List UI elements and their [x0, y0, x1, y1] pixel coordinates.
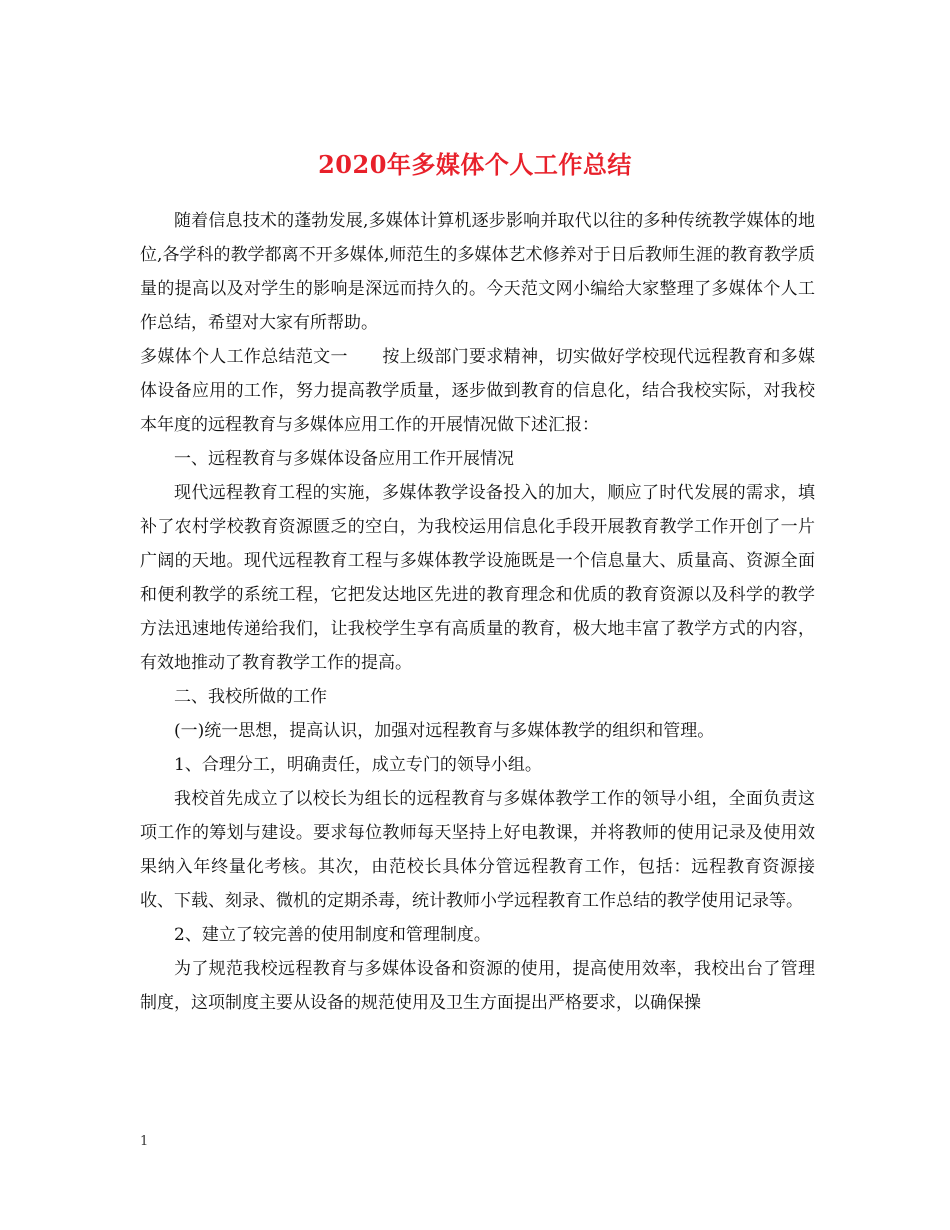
section-heading-2: 二、我校所做的工作: [174, 687, 327, 707]
paragraph-leadership: 我校首先成立了以校长为组长的远程教育与多媒体教学工作的领导小组，全面负责这项工作的筹划与建设。要求每位教师每天坚持上好电教课，并将教师的使用记录及使用效果纳入年终量化考核。其次，由范校长具体分管远程教育工作，包括：远程教育资源接收、下载、刻录、微机的定期杀毒，统计教师小学远程教育工作总结的教学使用记录等。: [140, 789, 815, 911]
document-body: [140, 204, 815, 1020]
subsection-heading-1: (一)统一思想，提高认识，加强对远程教育与多媒体教学的组织和管理。: [174, 721, 715, 741]
paragraph-sample-heading: 多媒体个人工作总结范文一 按上级部门要求精神，切实做好学校现代远程教育和多媒体设备应用的工作，努力提高教学质量，逐步做到教育的信息化，结合我校实际，对我校本年度的远程教育与多媒体应用工作的开展情况做下述汇报：: [140, 347, 815, 435]
document-title: 2020年多媒体个人工作总结: [318, 150, 632, 180]
paragraph-intro: 随着信息技术的蓬勃发展,多媒体计算机逐步影响并取代以往的多种传统教学媒体的地位,各学科的教学都离不开多媒体,师范生的多媒体艺术修养对于日后教师生涯的教育教学质量的提高以及对学生的影响是深远而持久的。今天范文网小编给大家整理了多媒体个人工作总结，希望对大家有所帮助。: [140, 211, 815, 333]
list-item-2: 2、建立了较完善的使用制度和管理制度。: [174, 925, 491, 945]
section-heading-1: 一、远程教育与多媒体设备应用工作开展情况: [174, 449, 514, 469]
paragraph-section-1: 现代远程教育工程的实施，多媒体教学设备投入的加大，顺应了时代发展的需求，填补了农村学校教育资源匮乏的空白，为我校运用信息化手段开展教育教学工作开创了一片广阔的天地。现代远程教育工程与多媒体教学设施既是一个信息量大、质量高、资源全面和便利教学的系统工程，它把发达地区先进的教育理念和优质的教育资源以及科学的教学方法迅速地传递给我们，让我校学生享有高质量的教育，极大地丰富了教学方式的内容，有效地推动了教育教学工作的提高。: [140, 483, 815, 673]
list-item-1: 1、合理分工，明确责任，成立专门的领导小组。: [174, 755, 542, 775]
page-number: 1: [140, 1134, 149, 1149]
paragraph-management: 为了规范我校远程教育与多媒体设备和资源的使用，提高使用效率，我校出台了管理制度，这项制度主要从设备的规范使用及卫生方面提出严格要求，以确保操: [140, 959, 815, 1013]
